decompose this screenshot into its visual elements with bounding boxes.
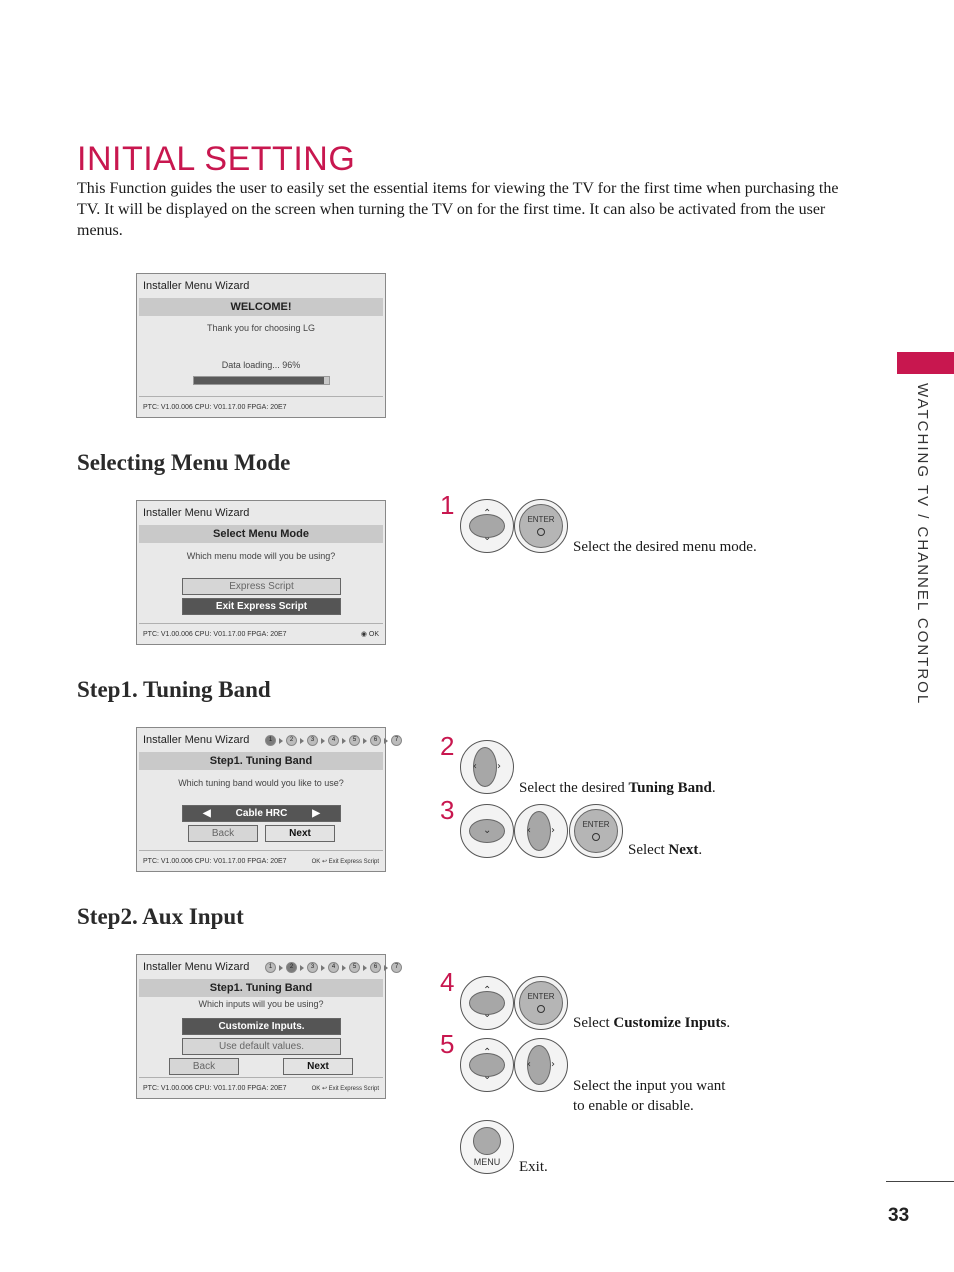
step-dot: 7 [391,735,402,746]
step-3-caption [628,842,702,859]
tuning-band-value: Cable HRC [235,808,288,819]
caption-line-1: Select the input you want [573,1078,726,1094]
caption-line-2: to enable or disable. [573,1098,694,1114]
use-default-values-option[interactable]: Use default values. [182,1038,341,1055]
step-indicator [265,962,402,973]
version-footer: PTC: V1.00.006 CPU: V01.17.00 FPGA: 20E7 [143,404,287,411]
step-1-caption: Select the desired menu mode. [573,539,757,555]
ok-exit-hint: OK ↩ Exit Express Script [311,859,379,865]
thanks-text: Thank you for choosing LG [206,323,316,333]
footer-rule [139,850,383,851]
step-arrow-icon [279,965,283,971]
enter-button-face [519,981,563,1025]
tuning-band-screen [136,727,399,872]
up-down-button [460,1038,514,1092]
step-arrow-icon [384,738,388,744]
step-indicator [265,735,402,746]
section-heading-aux-input: Step2. Aux Input [77,904,244,929]
chevron-left-icon: ‹ [473,761,477,772]
step-arrow-icon [384,965,388,971]
sidebar-accent-tab [897,352,954,374]
step-dot: 2 [286,962,297,973]
version-footer: PTC: V1.00.006 CPU: V01.17.00 FPGA: 20E7 [143,1085,287,1092]
enter-button-face [519,504,563,548]
up-down-button [460,499,514,553]
next-button[interactable]: Next [265,825,335,842]
chevron-up-icon: ⌃ [483,508,492,519]
version-footer: PTC: V1.00.006 CPU: V01.17.00 FPGA: 20E7 [143,858,287,865]
menu-mode-question: Which menu mode will you be using? [186,551,336,561]
chevron-right-icon: › [551,1059,555,1070]
chevron-down-icon: ⌄ [483,532,492,543]
menu-mode-screen [136,500,386,645]
step-arrow-icon [321,738,325,744]
step-number-2: 2 [440,731,455,761]
enter-label: ENTER [582,820,610,829]
step-dot: 4 [328,962,339,973]
enter-button [569,804,623,858]
enter-button [514,976,568,1030]
welcome-screen [136,273,386,418]
caption-bold: Tuning Band [628,780,712,796]
step-dot: 6 [370,735,381,746]
step-number-5: 5 [440,1029,455,1059]
footer-rule [139,623,383,624]
step-dot: 1 [265,962,276,973]
step-dot: 6 [370,962,381,973]
chevron-right-icon: › [551,825,555,836]
step-arrow-icon [321,965,325,971]
step-arrow-icon [342,738,346,744]
step-number-3: 3 [440,795,455,825]
ok-label: OK [368,631,379,638]
left-right-button [514,1038,568,1092]
menu-label: MENU [473,1157,501,1167]
enter-label: ENTER [527,992,555,1001]
wizard-title: Installer Menu Wizard [143,961,250,973]
caption-suffix: . [711,780,716,796]
left-right-button [514,804,568,858]
welcome-band: WELCOME! [139,298,383,316]
caption-prefix: Select [628,842,669,858]
step-4-caption [573,1015,730,1032]
step-arrow-icon [300,738,304,744]
aux-input-screen [136,954,399,1099]
step-arrow-icon [342,965,346,971]
right-arrow-icon[interactable]: ▶ [312,808,320,819]
step-number-4: 4 [440,967,455,997]
chevron-down-icon: ⌄ [483,1071,492,1082]
page-number: 33 [888,1205,910,1226]
loading-text: Data loading... 96% [221,360,301,370]
tuning-band-selector[interactable] [182,805,341,822]
menu-mode-band: Select Menu Mode [139,525,383,543]
customize-inputs-option[interactable]: Customize Inputs. [182,1018,341,1035]
back-button[interactable]: Back [169,1058,239,1075]
enter-dot-icon [592,833,600,841]
loading-progress-bar [193,376,330,385]
step-2-caption [519,780,716,797]
express-script-option[interactable]: Express Script [182,578,341,595]
step-dot: 2 [286,735,297,746]
chevron-up-icon: ⌃ [483,1047,492,1058]
step-dot: 3 [307,735,318,746]
aux-question: Which inputs will you be using? [198,999,324,1009]
caption-suffix: . [726,1015,731,1031]
step-dot: 5 [349,735,360,746]
down-button [460,804,514,858]
caption-bold: Next [668,842,699,858]
menu-button-face [473,1127,501,1155]
enter-dot-icon [537,1005,545,1013]
wizard-title: Installer Menu Wizard [143,507,250,519]
ok-hint: ◉ OK [360,631,379,638]
caption-bold: Customize Inputs [613,1015,727,1031]
step-dot: 7 [391,962,402,973]
step-arrow-icon [300,965,304,971]
chevron-down-icon: ⌄ [483,1009,492,1020]
enter-label: ENTER [527,515,555,524]
left-right-button [460,740,514,794]
step-dot: 4 [328,735,339,746]
wizard-title: Installer Menu Wizard [143,734,250,746]
aux-band: Step1. Tuning Band [139,979,383,997]
tuning-band-band: Step1. Tuning Band [139,752,383,770]
ok-exit-hint: OK ↩ Exit Express Script [311,1086,379,1092]
footer-rule [139,1077,383,1078]
section-heading-tuning-band: Step1. Tuning Band [77,677,271,702]
wizard-title: Installer Menu Wizard [143,280,250,292]
step-5-caption [573,1076,725,1116]
chevron-left-icon: ‹ [527,825,531,836]
step-arrow-icon [363,965,367,971]
exit-caption: Exit. [519,1159,548,1175]
footer-rule [139,396,383,397]
enter-button [514,499,568,553]
chevron-right-icon: › [497,761,501,772]
step-number-1: 1 [440,490,455,520]
caption-prefix: Select the desired [519,780,629,796]
chevron-left-icon: ‹ [527,1059,531,1070]
back-button[interactable]: Back [188,825,258,842]
left-arrow-icon[interactable]: ◀ [203,808,211,819]
step-arrow-icon [279,738,283,744]
section-heading-menu-mode: Selecting Menu Mode [77,450,291,475]
enter-dot-icon [537,528,545,536]
tuning-question: Which tuning band would you like to use? [178,778,344,788]
chevron-up-icon: ⌃ [483,985,492,996]
chapter-side-label: WATCHING TV / CHANNEL CONTROL [914,383,931,706]
next-button[interactable]: Next [283,1058,353,1075]
step-dot: 3 [307,962,318,973]
enter-button-face [574,809,618,853]
intro-paragraph: This Function guides the user to easily set the essential items for viewing the TV for the first time when purchasing the TV. It will be displayed on the screen when turning the TV on for the first time. It can also be activated from the user menus. [77,180,839,239]
exit-express-script-option[interactable]: Exit Express Script [182,598,341,615]
step-arrow-icon [363,738,367,744]
version-footer: PTC: V1.00.006 CPU: V01.17.00 FPGA: 20E7 [143,631,287,638]
step-dot: 1 [265,735,276,746]
progress-fill [194,377,324,384]
chevron-down-icon: ⌄ [483,825,492,836]
caption-prefix: Select [573,1015,614,1031]
step-dot: 5 [349,962,360,973]
page-title: INITIAL SETTING [77,140,356,178]
up-down-button [460,976,514,1030]
page-number-rule [886,1181,954,1182]
caption-suffix: . [698,842,703,858]
menu-button [460,1120,514,1174]
